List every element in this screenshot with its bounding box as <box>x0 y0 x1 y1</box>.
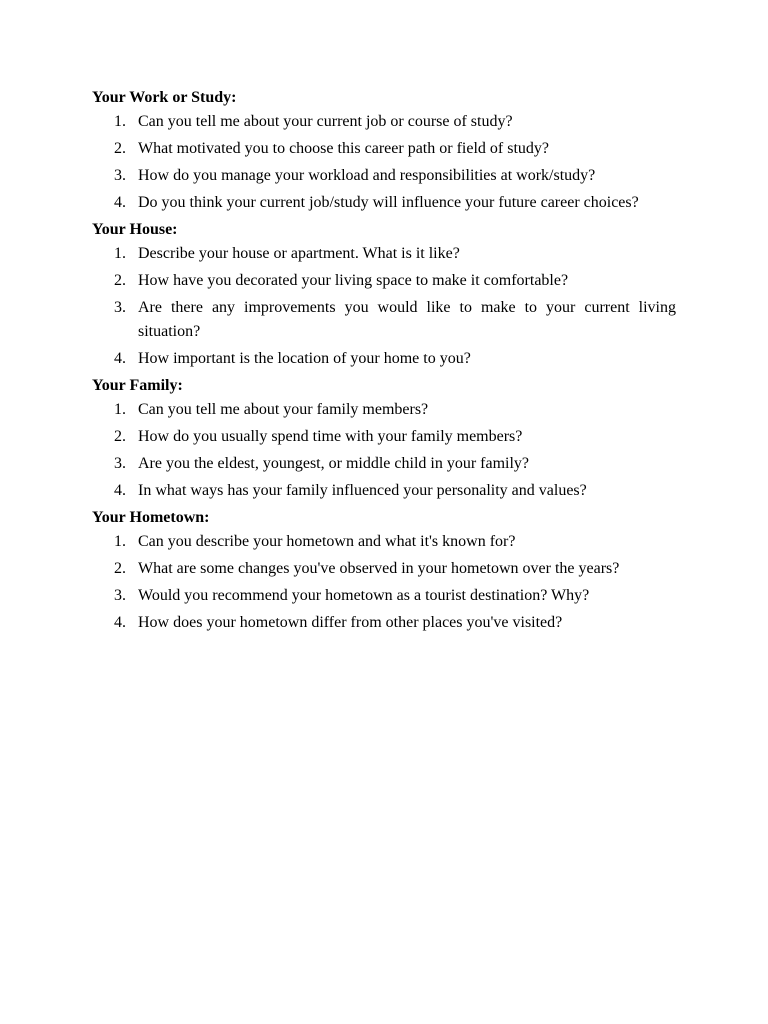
question-number: 3. <box>114 299 126 316</box>
list-item <box>92 452 676 476</box>
question-number: 4. <box>114 614 126 631</box>
list-item <box>92 479 676 503</box>
list-item <box>92 296 676 344</box>
question-text: Can you tell me about your current job or course of study? <box>138 113 513 130</box>
question-number: 4. <box>114 194 126 211</box>
question-text: In what ways has your family influenced your personality and values? <box>138 482 587 499</box>
question-list <box>92 530 676 635</box>
question-text: Describe your house or apartment. What is it like? <box>138 245 460 262</box>
question-number: 1. <box>114 113 126 130</box>
question-list <box>92 242 676 371</box>
question-text: How do you usually spend time with your family members? <box>138 428 523 445</box>
question-text: Do you think your current job/study will influence your future career choices? <box>138 194 639 211</box>
question-number: 2. <box>114 272 126 289</box>
list-item <box>92 425 676 449</box>
question-number: 3. <box>114 455 126 472</box>
question-number: 3. <box>114 167 126 184</box>
list-item <box>92 137 676 161</box>
section-family <box>92 374 676 503</box>
question-text: Can you tell me about your family members? <box>138 401 429 418</box>
question-number: 1. <box>114 533 126 550</box>
question-text: How important is the location of your home to you? <box>138 350 471 367</box>
list-item <box>92 347 676 371</box>
question-number: 2. <box>114 560 126 577</box>
question-number: 4. <box>114 350 126 367</box>
list-item <box>92 242 676 266</box>
section-hometown <box>92 506 676 635</box>
question-text: What are some changes you've observed in your hometown over the years? <box>138 560 620 577</box>
question-text: Would you recommend your hometown as a tourist destination? Why? <box>138 587 590 604</box>
list-item <box>92 110 676 134</box>
section-heading: Your House: <box>92 221 178 238</box>
question-text: How have you decorated your living space to make it comfortable? <box>138 272 569 289</box>
section-heading: Your Hometown: <box>92 509 210 526</box>
question-number: 2. <box>114 428 126 445</box>
list-item <box>92 611 676 635</box>
list-item <box>92 530 676 554</box>
question-number: 1. <box>114 401 126 418</box>
list-item <box>92 398 676 422</box>
section-house <box>92 218 676 371</box>
list-item <box>92 164 676 188</box>
question-list <box>92 110 676 215</box>
question-text: Can you describe your hometown and what it's known for? <box>138 533 516 550</box>
section-heading: Your Family: <box>92 377 183 394</box>
list-item <box>92 269 676 293</box>
document-page <box>92 86 676 638</box>
list-item <box>92 191 676 215</box>
question-number: 2. <box>114 140 126 157</box>
section-heading: Your Work or Study: <box>92 89 237 106</box>
question-text: What motivated you to choose this career path or field of study? <box>138 140 549 157</box>
question-text: How does your hometown differ from other places you've visited? <box>138 614 563 631</box>
question-text: Are there any improvements you would like to make to your current living situation? <box>138 299 676 340</box>
question-number: 3. <box>114 587 126 604</box>
question-number: 1. <box>114 245 126 262</box>
question-text: How do you manage your workload and responsibilities at work/study? <box>138 167 596 184</box>
question-list <box>92 398 676 503</box>
section-work-or-study <box>92 86 676 215</box>
question-text: Are you the eldest, youngest, or middle child in your family? <box>138 455 530 472</box>
list-item <box>92 557 676 581</box>
list-item <box>92 584 676 608</box>
question-number: 4. <box>114 482 126 499</box>
